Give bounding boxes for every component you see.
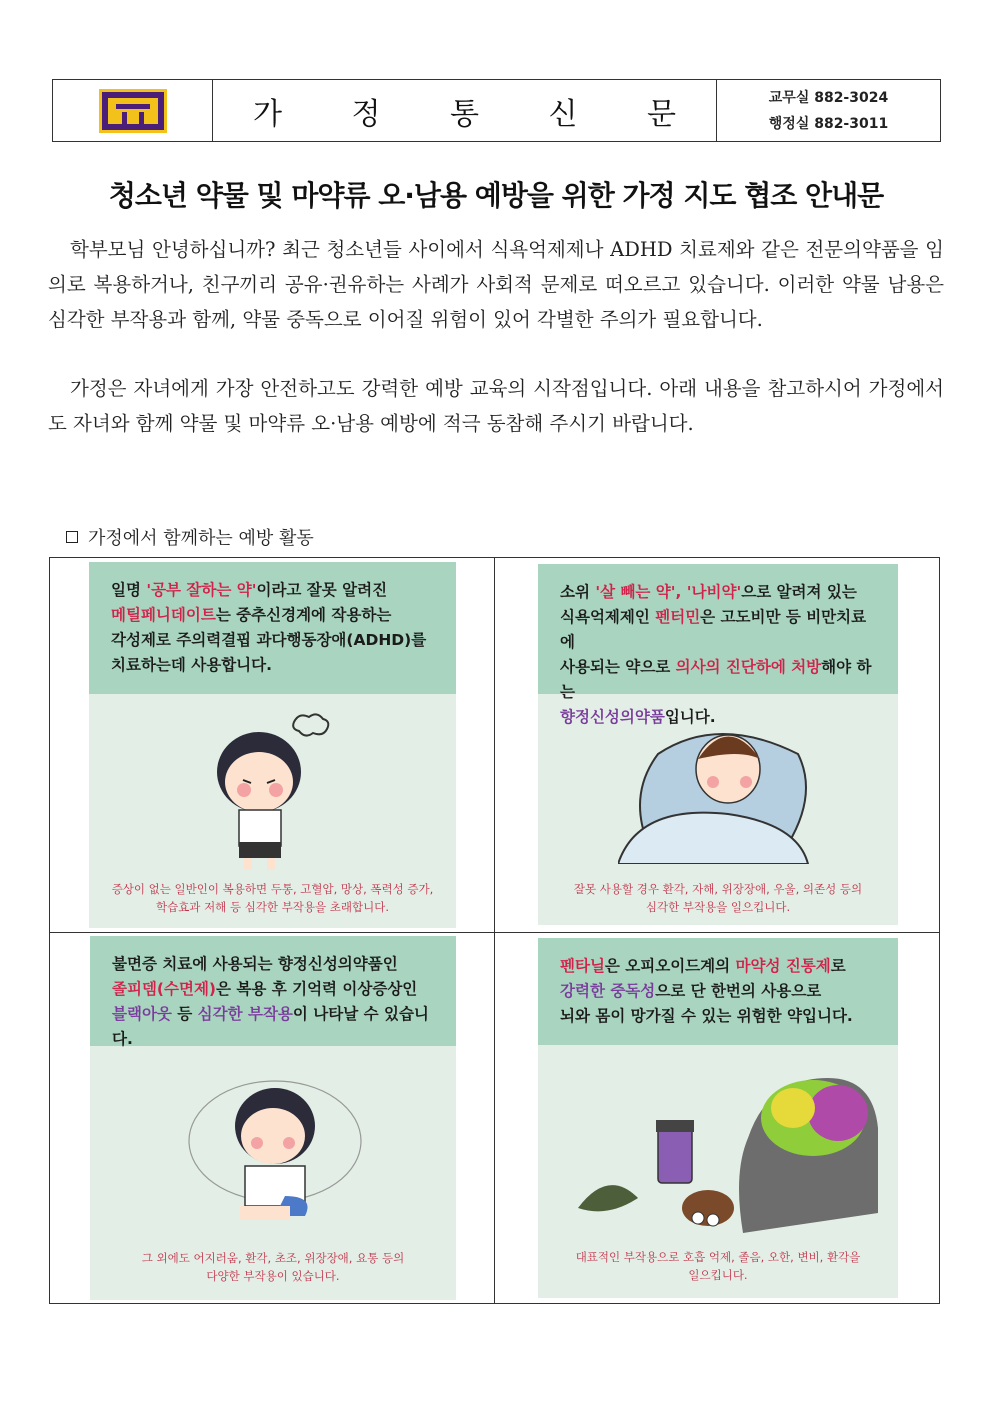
header-table (52, 79, 941, 142)
worried-student-illustration (185, 1071, 365, 1231)
square-bullet-icon (66, 531, 78, 543)
side-effect-note: 그 외에도 어지러움, 환각, 초조, 위장장애, 요통 등의 다양한 부작용이 있습니다. (141, 1251, 405, 1283)
paragraph-intro: 학부모님 안녕하십니까? 최근 청소년들 사이에서 식욕억제제나 ADHD 치료제와 같은 전문의약품을 임의로 복용하거나, 친구끼리 공유·권유하는 사례가 사회적 문제로 떠오르고 있습니다. 이러한 약물 남용은 심각한 부작용과 함께, 약물 중독으로 이어질 위험이 있어 각별한 주의가 필요합니다. (48, 238, 944, 331)
document-title: 청소년 약물 및 마약류 오·남용 예방을 위한 가정 지도 협조 안내문 (108, 179, 884, 212)
prevention-grid (49, 557, 940, 1304)
phone-admin: 행정실 882-3011 (768, 115, 889, 132)
card-fentanyl (538, 938, 898, 1298)
school-logo (99, 89, 167, 133)
card-methylphenidate (89, 562, 456, 928)
angry-student-illustration (199, 702, 349, 872)
card-header: 펜타닐은 오피오이드계의 마약성 진통제로 강력한 중독성으로 단 한번의 사용으로 뇌와 몸이 망가질 수 있는 위험한 약입니다. (538, 938, 898, 1045)
section-heading (66, 524, 314, 550)
card-header: 소위 '살 빼는 약', '나비약'으로 알려져 있는 식욕억제제인 펜터민은 고도비만 등 비만치료에 사용되는 약으로 의사의 진단하에 처방해야 하는 향정신성의약품입니다. (538, 564, 898, 694)
contact-cell (717, 80, 940, 141)
side-effect-note: 증상이 없는 일반인이 복용하면 두통, 고혈압, 망상, 폭력성 증가, 학습효과 저해 등 심각한 부작용을 초래합니다. (111, 882, 434, 914)
card-header: 일명 '공부 잘하는 약'이라고 잘못 알려진 메틸페니데이트는 중추신경계에 작용하는 각성제로 주의력결핍 과다행동장애(ADHD)를 치료하는데 사용합니다. (89, 562, 456, 694)
logo-cell (53, 80, 213, 141)
card-zolpidem (90, 936, 456, 1300)
sick-child-illustration (618, 714, 828, 864)
section-label: 가정에서 함께하는 예방 활동 (88, 528, 314, 549)
side-effect-note: 잘못 사용할 경우 환각, 자해, 위장장애, 우울, 의존성 등의 심각한 부작용을 일으킵니다. (573, 882, 863, 914)
side-effect-note: 대표적인 부작용으로 호흡 억제, 졸음, 오한, 변비, 환각을 일으킵니다. (575, 1250, 861, 1282)
newsletter-title: 가 정 통 신 문 (213, 80, 717, 141)
paragraph-request: 가정은 자녀에게 가장 안전하고도 강력한 예방 교육의 시작점입니다. 아래 내용을 참고하시어 가정에서도 자녀와 함께 약물 및 마약류 오·남용 예방에 적극 동참해 주시기 바랍니다. (48, 377, 944, 435)
card-header: 불면증 치료에 사용되는 향정신성의약품인 졸피뎀(수면제)은 복용 후 기억력 이상증상인 블랙아웃 등 심각한 부작용이 나타날 수 있습니다. (90, 936, 456, 1046)
drugs-brain-illustration (568, 1058, 878, 1238)
phone-academic: 교무실 882-3024 (768, 89, 889, 106)
card-phentermine (538, 564, 898, 925)
